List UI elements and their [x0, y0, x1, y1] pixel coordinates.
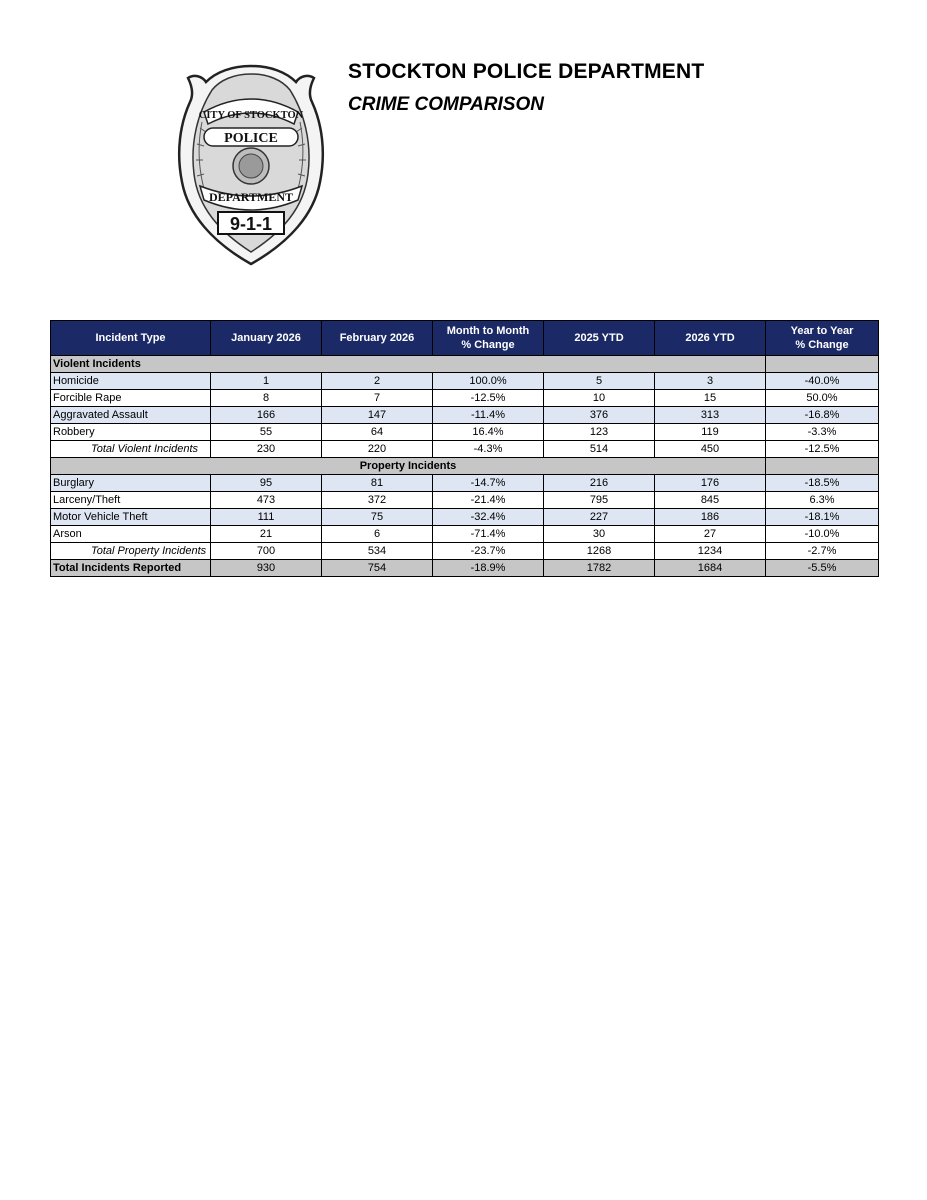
badge-lower-text: DEPARTMENT: [208, 190, 294, 204]
section-violent: [51, 356, 879, 373]
badge-top-text: CITY OF STOCKTON: [198, 110, 304, 121]
col-2025-ytd: 2025 YTD: [544, 321, 655, 356]
col-incident-type: Incident Type: [51, 321, 211, 356]
table-row: Burglary 95 81 -14.7% 216 176 -18.5%: [51, 475, 879, 492]
subtotal-row-property: Total Property Incidents 700 534 -23.7% 1268 1234 -2.7%: [51, 543, 879, 560]
page-title: STOCKTON POLICE DEPARTMENT: [348, 60, 705, 83]
section-label: Violent Incidents: [51, 356, 766, 373]
grand-total-row: Total Incidents Reported 930 754 -18.9% 1782 1684 -5.5%: [51, 560, 879, 577]
table-row: Robbery 55 64 16.4% 123 119 -3.3%: [51, 424, 879, 441]
section-label: Property Incidents: [51, 458, 766, 475]
police-badge-logo: [172, 62, 330, 267]
table-row: Larceny/Theft 473 372 -21.4% 795 845 6.3%: [51, 492, 879, 509]
col-2026-ytd: 2026 YTD: [655, 321, 766, 356]
col-february-2026: February 2026: [322, 321, 433, 356]
table-row: Motor Vehicle Theft 111 75 -32.4% 227 186 -18.1%: [51, 509, 879, 526]
subtotal-row-violent: Total Violent Incidents 230 220 -4.3% 514 450 -12.5%: [51, 441, 879, 458]
col-year-to-year: Year to Year % Change: [766, 321, 879, 356]
badge-number-text: 9-1-1: [229, 214, 273, 234]
table-row: Aggravated Assault 166 147 -11.4% 376 313 -16.8%: [51, 407, 879, 424]
crime-comparison-table: [50, 320, 879, 577]
table-row: Homicide 1 2 100.0% 5 3 -40.0%: [51, 373, 879, 390]
table-row: Forcible Rape 8 7 -12.5% 10 15 50.0%: [51, 390, 879, 407]
badge-middle-text: POLICE: [224, 131, 278, 146]
section-property: [51, 458, 879, 475]
page-subtitle: CRIME COMPARISON: [348, 94, 544, 115]
table-header-row: [51, 321, 879, 356]
col-month-to-month: Month to Month % Change: [433, 321, 544, 356]
table-row: Arson 21 6 -71.4% 30 27 -10.0%: [51, 526, 879, 543]
col-january-2026: January 2026: [211, 321, 322, 356]
